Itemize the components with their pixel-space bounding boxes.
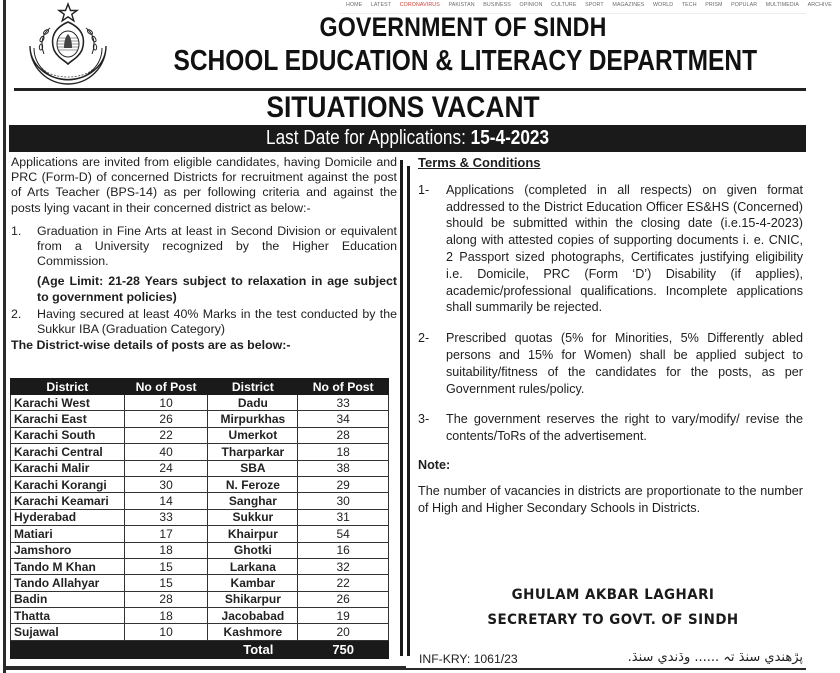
note-text: The number of vacancies in districts are proportionate to the number of High and Higher Secondary Schools in Districts.	[418, 483, 803, 515]
district-cell: Karachi East	[11, 411, 125, 427]
district-cell: Larkana	[208, 558, 298, 574]
posts-cell: 54	[298, 526, 389, 542]
posts-cell: 17	[124, 526, 208, 542]
posts-cell: 34	[298, 411, 389, 427]
nav-world[interactable]: WORLD	[653, 2, 674, 8]
posts-cell: 18	[298, 444, 389, 460]
nav-popular[interactable]: POPULAR	[731, 2, 758, 8]
posts-cell: 19	[298, 608, 389, 624]
district-cell: Kashmore	[208, 624, 298, 640]
table-row	[11, 542, 389, 558]
column-header: District	[208, 379, 298, 395]
table-row	[11, 427, 389, 443]
district-cell: Tando M Khan	[11, 558, 125, 574]
posts-cell: 18	[124, 542, 208, 558]
district-cell: Ghotki	[208, 542, 298, 558]
signatory-name: GHULAM AKBAR LAGHARI	[511, 586, 715, 603]
government-of-sindh-emblem-icon	[20, 2, 116, 86]
table-row	[11, 460, 389, 476]
posts-cell: 32	[298, 558, 389, 574]
column-divider	[400, 160, 403, 656]
total-value: 750	[298, 640, 389, 658]
table-row	[11, 395, 389, 411]
district-cell: Kambar	[208, 575, 298, 591]
posts-cell: 26	[298, 591, 389, 607]
district-cell: Umerkot	[208, 427, 298, 443]
column-header: District	[11, 379, 125, 395]
term-number: 2-	[418, 331, 430, 346]
table-row	[11, 624, 389, 640]
district-cell: Karachi Keamari	[11, 493, 125, 509]
district-cell: Sukkur	[208, 509, 298, 525]
term-number: 3-	[418, 412, 430, 427]
ad-title: SITUATIONS VACANT	[266, 91, 540, 124]
nav-opinion[interactable]: OPINION	[519, 2, 543, 8]
intro-paragraph: Applications are invited from eligible candidates, having Domicile and PRC (Form-D) of concerned Districts for recruitment against the post of Arts Teacher (BPS-14) as per following criteria and against the posts lying vacant in their concerned district as below:-	[11, 155, 397, 215]
district-cell: Khairpur	[208, 526, 298, 542]
district-table-heading: The District-wise details of posts are as below:-	[11, 338, 291, 353]
nav-pakistan[interactable]: PAKISTAN	[448, 2, 475, 8]
table-row	[11, 444, 389, 460]
posts-cell: 31	[298, 509, 389, 525]
table-row	[11, 476, 389, 492]
table-row	[11, 608, 389, 624]
eligibility-section	[11, 155, 397, 353]
column-header: No of Post	[124, 379, 208, 395]
nav-culture[interactable]: CULTURE	[551, 2, 577, 8]
department-subtitle: SCHOOL EDUCATION & LITERACY DEPARTMENT	[173, 45, 758, 77]
district-cell: N. Feroze	[208, 476, 298, 492]
posts-cell: 10	[124, 395, 208, 411]
signatory-block	[435, 582, 790, 632]
district-cell: Karachi Central	[11, 444, 125, 460]
posts-cell: 20	[298, 624, 389, 640]
table-row	[11, 509, 389, 525]
district-cell: Karachi West	[11, 395, 125, 411]
posts-cell: 38	[298, 460, 389, 476]
nav-coronavirus[interactable]: CORONAVIRUS	[399, 2, 440, 8]
column-divider	[407, 166, 410, 656]
nav-tech[interactable]: TECH	[681, 2, 697, 8]
table-total-row	[11, 640, 389, 658]
district-cell: Jacobabad	[208, 608, 298, 624]
posts-cell: 40	[124, 444, 208, 460]
table-row	[11, 526, 389, 542]
table-row	[11, 591, 389, 607]
district-cell: Jamshoro	[11, 542, 125, 558]
ad-border-bottom	[3, 668, 806, 670]
posts-cell: 15	[124, 558, 208, 574]
district-cell: Mirpurkhas	[208, 411, 298, 427]
table-row	[11, 411, 389, 427]
posts-cell: 29	[298, 476, 389, 492]
table-row	[11, 558, 389, 574]
last-date-value: 15-4-2023	[470, 127, 550, 149]
district-cell: Tharparkar	[208, 444, 298, 460]
site-nav	[346, 2, 840, 12]
district-posts-table	[10, 378, 389, 659]
district-cell: Sanghar	[208, 493, 298, 509]
last-date-label: Last Date for Applications:	[265, 127, 471, 149]
posts-cell: 15	[124, 575, 208, 591]
last-date-banner	[9, 125, 806, 152]
term-item	[418, 411, 803, 445]
age-limit-note: (Age Limit: 21-28 Years subject to relaxation in age subject to government policies)	[37, 274, 397, 304]
posts-cell: 28	[298, 427, 389, 443]
criteria-text: Graduation in Fine Arts at least in Second Division or equivalent from a University recognized by the Higher Education Commission.	[37, 223, 397, 269]
term-item	[418, 330, 803, 397]
posts-cell: 18	[124, 608, 208, 624]
posts-cell: 22	[124, 427, 208, 443]
term-text: The government reserves the right to vary/modify/ revise the contents/ToRs of the advertisement.	[446, 412, 803, 444]
district-cell: Karachi South	[11, 427, 125, 443]
term-text: Applications (completed in all respects) on given format addressed to the District Education Officer ES&HS (Concerned) should be submitted within the closing date (i.e.15-4-2023) along with attested copies of supporting documents i. e. CNIC, 2 Passport sized photographs, Certificates justifying eligibility i.e. Domicile, PRC (Form ‘D’) Disability (if applies), academic/professional qualifications. Incomplete applications shall summarily be rejected.	[446, 182, 803, 315]
criteria-number: 2.	[11, 306, 22, 321]
posts-cell: 30	[124, 476, 208, 492]
posts-cell: 24	[124, 460, 208, 476]
posts-cell: 22	[298, 575, 389, 591]
posts-cell: 26	[124, 411, 208, 427]
left-box-border	[6, 666, 406, 668]
district-cell: Shikarpur	[208, 591, 298, 607]
nav-home[interactable]: HOME	[346, 2, 363, 8]
posts-cell: 10	[124, 624, 208, 640]
posts-cell: 30	[298, 493, 389, 509]
ad-border-left	[3, 0, 6, 673]
criteria-item	[11, 307, 397, 337]
nav-business[interactable]: BUSINESS	[483, 2, 511, 8]
district-cell: Sujawal	[11, 624, 125, 640]
district-cell: SBA	[208, 460, 298, 476]
table-row	[11, 493, 389, 509]
reference-number: INF-KRY: 1061/23	[419, 652, 518, 666]
term-text: Prescribed quotas (5% for Minorities, 5% Differently abled persons and 15% for Women) shall be applied subject to suitability/fitness of the candidates for the posts, as per Government rules/policy.	[446, 331, 803, 396]
nav-magazines[interactable]: MAGAZINES	[612, 2, 645, 8]
posts-cell: 33	[124, 509, 208, 525]
note-title: Note:	[418, 457, 451, 472]
posts-cell: 16	[298, 542, 389, 558]
nav-archive[interactable]: ARCHIVE	[807, 2, 832, 8]
district-cell: Matiari	[11, 526, 125, 542]
table-header-row	[11, 379, 389, 395]
department-title: GOVERNMENT OF SINDH	[319, 12, 607, 42]
district-cell: Dadu	[208, 395, 298, 411]
nav-sport[interactable]: SPORT	[585, 2, 604, 8]
district-cell: Badin	[11, 591, 125, 607]
terms-section	[418, 155, 803, 516]
signatory-designation: SECRETARY TO GOVT. OF SINDH	[487, 611, 739, 628]
criteria-text: Having secured at least 40% Marks in the test conducted by the Sukkur IBA (Graduation Category)	[37, 306, 397, 337]
nav-multimedia[interactable]: MULTIMEDIA	[765, 2, 800, 8]
posts-cell: 28	[124, 591, 208, 607]
table-row	[11, 575, 389, 591]
posts-cell: 14	[124, 493, 208, 509]
total-label: Total	[11, 640, 298, 658]
criteria-item	[11, 224, 397, 305]
sindhi-slogan: پڙهندي سنڌ تہ ...... وڌندي سنڌ.	[627, 650, 803, 665]
district-cell: Karachi Malir	[11, 460, 125, 476]
nav-latest[interactable]: LATEST	[370, 2, 392, 8]
district-cell: Hyderabad	[11, 509, 125, 525]
district-cell: Karachi Korangi	[11, 476, 125, 492]
terms-title: Terms & Conditions	[418, 155, 541, 170]
column-header: No of Post	[298, 379, 389, 395]
district-cell: Tando Allahyar	[11, 575, 125, 591]
posts-cell: 33	[298, 395, 389, 411]
term-item	[418, 182, 803, 316]
criteria-number: 1.	[11, 223, 22, 238]
term-number: 1-	[418, 182, 430, 197]
district-cell: Thatta	[11, 608, 125, 624]
nav-prism[interactable]: PRISM	[705, 2, 723, 8]
